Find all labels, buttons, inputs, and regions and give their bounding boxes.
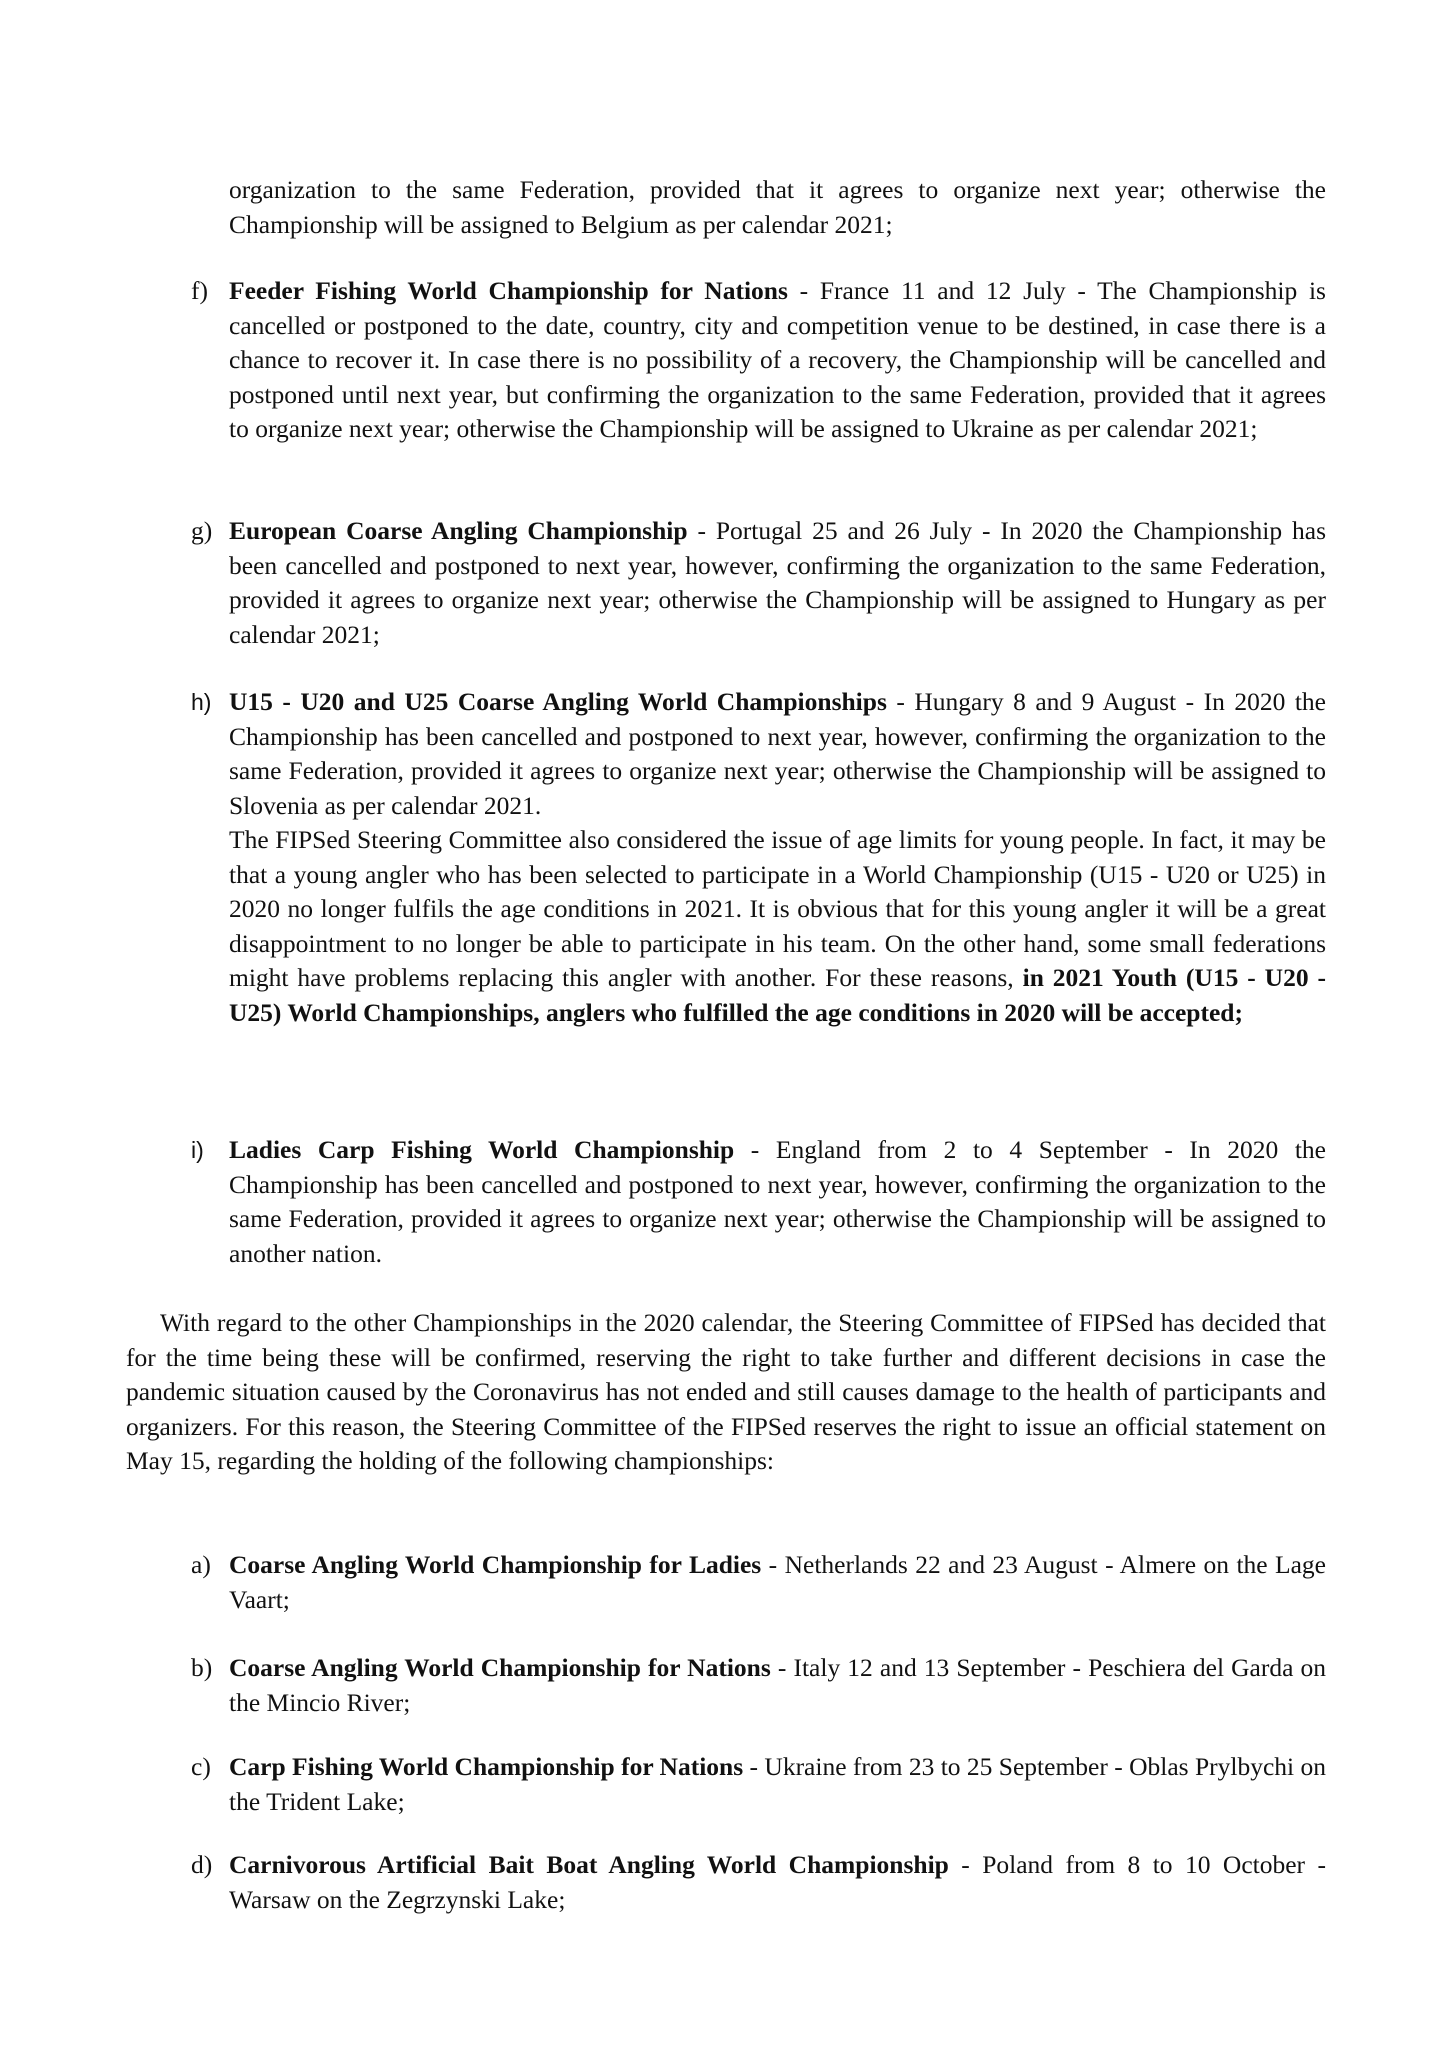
championship-details: - Ukraine from 23 to 25 September - Oblas Prylbychi on the Trident Lake; [229, 1752, 1326, 1816]
age-limits-decision: in 2021 Youth (U15 - U20 - U25) World Championships, anglers who fulfilled the age conditions in 2020 will be accepted; [229, 963, 1326, 1027]
championship-details: - England from 2 to 4 September - In 2020 the Championship has been cancelled and postponed to next year, however, confirming the organization to the same Federation, provided it agrees to organize next year; otherwise the Championship will be assigned to another nation. [229, 1135, 1326, 1268]
body-paragraph [126, 1306, 1326, 1479]
championship-details: - France 11 and 12 July - The Championship is cancelled or postponed to the date, country, city and competition venue to be destined, in case there is a chance to recover it. In case there is no possibility of a recovery, the Championship will be cancelled and postponed until next year, but confirming the organization to the same Federation, provided that it agrees to organize next year; otherwise the Championship will be assigned to Ukraine as per calendar 2021; [229, 276, 1326, 443]
list-item-body [229, 1651, 1326, 1720]
list-marker: c) [191, 1752, 211, 1781]
list-item-h [191, 685, 1326, 1030]
list-marker: h) [191, 689, 212, 715]
championship-title: Feeder Fishing World Championship for Nations [229, 276, 788, 305]
list-item-extra-paragraph [229, 823, 1326, 1030]
championship-title: European Coarse Angling Championship [229, 516, 688, 545]
championship-title: Coarse Angling World Championship for Nations [229, 1653, 771, 1682]
list-marker: f) [191, 276, 208, 305]
list-item-f [191, 274, 1326, 447]
list-marker: a) [191, 1550, 211, 1579]
list-item-body [229, 514, 1326, 652]
age-limits-text: The FIPSed Steering Committee also considered the issue of age limits for young people. In fact, it may be that a young angler who has been selected to participate in a World Championship (U15 - U20 or U25) in 2020 no longer fulfils the age conditions in 2021. It is obvious that for this young angler it will be a great disappointment to no longer be able to participate in his team. On the other hand, some small federations might have problems replacing this angler with another. For these reasons, [229, 825, 1326, 992]
championship-title: Carnivorous Artificial Bait Boat Angling World Championship [229, 1850, 949, 1879]
list-item-body [229, 274, 1326, 447]
paragraph-text: With regard to the other Championships in the 2020 calendar, the Steering Committee of FIPSed has decided that for the time being these will be confirmed, reserving the right to take further and different decisions in case the pandemic situation caused by the Coronavirus has not ended and still causes damage to the health of participants and organizers. For this reason, the Steering Committee of the FIPSed reserves the right to issue an official statement on May 15, regarding the holding of the following championships: [126, 1308, 1326, 1475]
list-item-body [229, 1848, 1326, 1917]
list-marker: b) [191, 1653, 213, 1682]
championship-details: - Hungary 8 and 9 August - In 2020 the Championship has been cancelled and postponed to next year, however, confirming the organization to the same Federation, provided it agrees to organize next year; otherwise the Championship will be assigned to Slovenia as per calendar 2021. [229, 687, 1326, 820]
championship-title: U15 - U20 and U25 Coarse Angling World Championships [229, 687, 887, 716]
championship-details: - Netherlands 22 and 23 August - Almere on the Lage Vaart; [229, 1550, 1326, 1614]
list-item-body [229, 1548, 1326, 1617]
list-item-body [229, 685, 1326, 823]
list-item-d [191, 1848, 1326, 1917]
list-item-b [191, 1651, 1327, 1720]
championship-details: - Portugal 25 and 26 July - In 2020 the Championship has been cancelled and postponed to next year, however, confirming the organization to the same Federation, provided it agrees to organize next year; otherwise the Championship will be assigned to Hungary as per calendar 2021; [229, 516, 1326, 649]
championship-title: Ladies Carp Fishing World Championship [229, 1135, 735, 1164]
championship-title: Coarse Angling World Championship for Ladies [229, 1550, 762, 1579]
list-item-g [191, 514, 1326, 652]
championship-details: - Italy 12 and 13 September - Peschiera del Garda on the Mincio River; [229, 1653, 1327, 1717]
list-item-c [191, 1750, 1326, 1819]
item-continuation-text: organization to the same Federation, provided that it agrees to organize next year; otherwise the Championship will be assigned to Belgium as per calendar 2021; [229, 175, 1326, 239]
list-marker: g) [191, 516, 213, 545]
championship-title: Carp Fishing World Championship for Nations [229, 1752, 744, 1781]
list-item-body [229, 1750, 1326, 1819]
list-item-a [191, 1548, 1326, 1617]
list-item-continuation [229, 173, 1326, 242]
list-item-i [191, 1133, 1326, 1271]
list-marker: i) [191, 1137, 204, 1163]
list-marker: d) [191, 1850, 213, 1879]
list-item-body [229, 1133, 1326, 1271]
championship-details: - Poland from 8 to 10 October - Warsaw on the Zegrzynski Lake; [229, 1850, 1326, 1914]
